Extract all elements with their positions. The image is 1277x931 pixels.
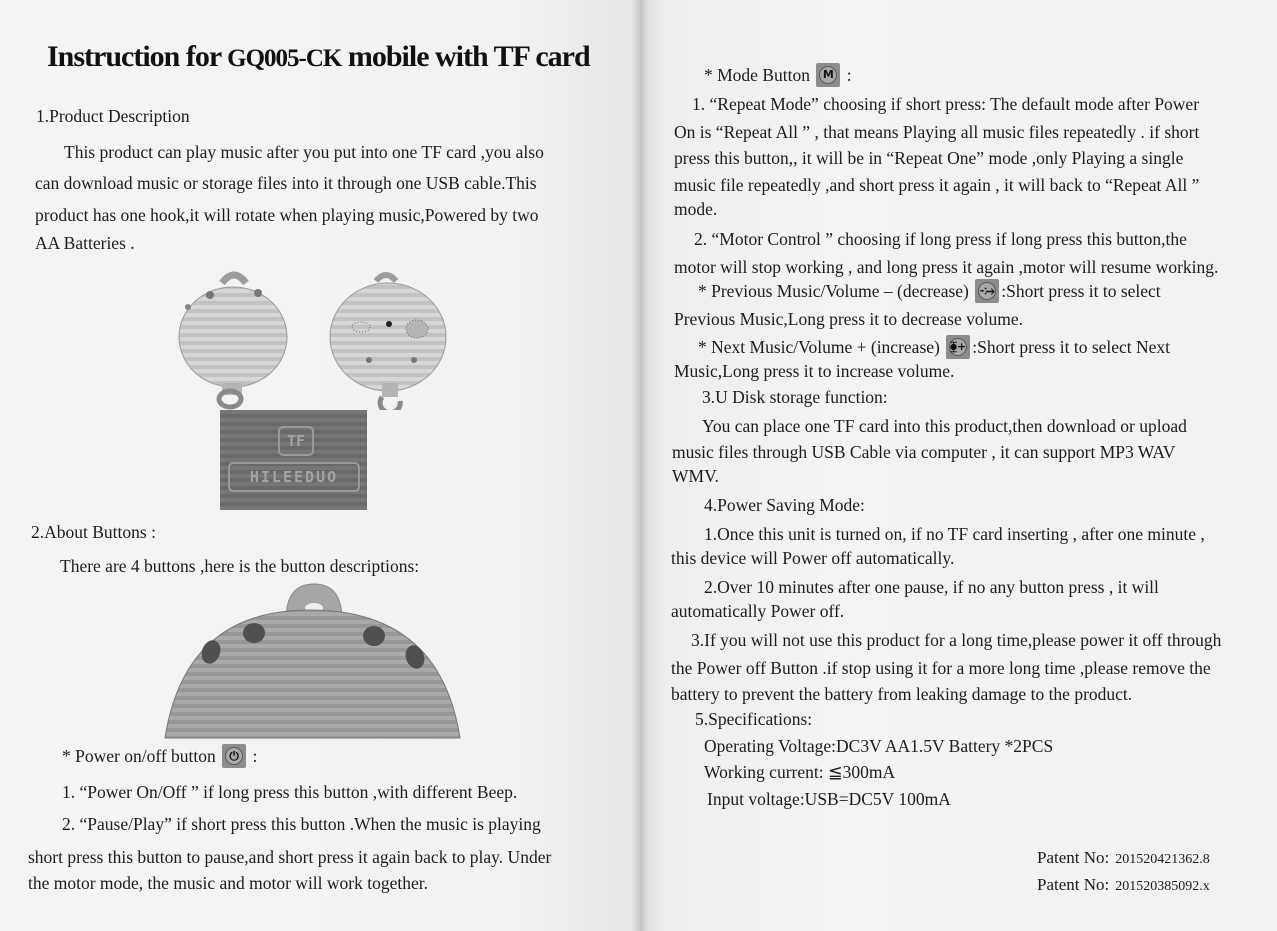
section1-line: This product can play music after you put into one TF card ,you also — [64, 142, 544, 162]
section1-line: AA Batteries . — [35, 233, 135, 253]
previous-description: :Short press it to select — [1001, 281, 1161, 302]
section4-line: 1.Once this unit is turned on, if no TF card inserting , after one minute , — [704, 524, 1205, 544]
patent-number — [1037, 875, 1210, 895]
mode-icon-glyph: M — [819, 66, 837, 84]
mode-line: press this button,, it will be in “Repeat One” mode ,only Playing a single — [674, 148, 1184, 168]
document-title — [47, 40, 590, 74]
mode-line: 1. “Repeat Mode” choosing if short press: The default mode after Power — [692, 94, 1200, 114]
section2-heading: 2.About Buttons : — [31, 522, 156, 542]
section1-line: product has one hook,it will rotate when playing music,Powered by two — [35, 205, 539, 225]
patent-value: 201520385092.x — [1115, 879, 1210, 894]
power-line: short press this button to pause,and short press it again back to play. Under — [28, 847, 552, 867]
page-fold — [632, 0, 648, 931]
section3-heading: 3.U Disk storage function: — [702, 387, 888, 407]
tf-logo-brand: HILEEDUO — [228, 462, 360, 492]
mode-line: motor will stop working , and long press it again ,motor will resume working. — [674, 257, 1219, 277]
title-model: GQ005-CK — [227, 45, 342, 72]
product-front-image — [179, 275, 287, 407]
mode-line: On is “Repeat All ” , that means Playing all music files repeatedly . if short — [674, 122, 1200, 142]
next-button-row — [698, 337, 1170, 361]
section5-heading: 5.Specifications: — [695, 709, 813, 729]
next-icon-glyph: ⧳+ — [949, 338, 967, 356]
next-line: Music,Long press it to increase volume. — [674, 361, 955, 381]
power-line: the motor mode, the music and motor will work together. — [28, 873, 428, 893]
mode-line: 2. “Motor Control ” choosing if long press if long press this button,the — [694, 229, 1187, 249]
tf-logo-image — [220, 410, 367, 510]
previous-button-row — [698, 281, 1161, 305]
tf-logo-text: TF — [278, 426, 314, 456]
previous-icon-glyph: -⧴ — [978, 282, 996, 300]
section1-heading: 1.Product Description — [36, 106, 190, 126]
section4-heading: 4.Power Saving Mode: — [704, 495, 865, 515]
title-suffix: mobile with TF card — [341, 40, 590, 73]
section4-line: this device will Power off automatically. — [671, 548, 955, 568]
next-button-label: * Next Music/Volume + (increase) — [698, 337, 940, 358]
power-button-label: * Power on/off button — [62, 746, 216, 767]
next-description: :Short press it to select Next — [972, 337, 1171, 358]
product-buttons-photo — [160, 580, 465, 742]
section4-line: 3.If you will not use this product for a long time,please power it off through — [691, 630, 1222, 650]
product-back-image — [330, 275, 446, 410]
previous-icon — [975, 279, 999, 303]
power-icon: ⏻ — [222, 744, 246, 768]
patent-number — [1037, 848, 1210, 868]
product-photo-front-back — [160, 265, 450, 410]
title-prefix: Instruction for — [47, 40, 228, 73]
section4-line: 2.Over 10 minutes after one pause, if no any button press , it will — [704, 577, 1159, 597]
patent-label: Patent No: — [1037, 848, 1110, 867]
section4-line: battery to prevent the battery from leaking damage to the product. — [671, 684, 1133, 704]
power-line: 2. “Pause/Play” if short press this button .When the music is playing — [62, 814, 541, 834]
mode-colon: : — [846, 65, 852, 86]
spec-item: Operating Voltage:DC3V AA1.5V Battery *2PCS — [704, 736, 1054, 756]
patent-label: Patent No: — [1037, 875, 1110, 894]
patent-value: 201520421362.8 — [1115, 852, 1210, 867]
mode-line: mode. — [674, 199, 718, 219]
spec-item: Working current: ≦300mA — [704, 762, 896, 782]
power-button-row — [62, 746, 257, 770]
section4-line: the Power off Button .if stop using it for a more long time ,please remove the — [671, 658, 1211, 678]
section3-line: You can place one TF card into this product,then download or upload — [702, 416, 1187, 436]
previous-button-label: * Previous Music/Volume – (decrease) — [698, 281, 969, 302]
mode-button-row — [704, 65, 852, 89]
section4-line: automatically Power off. — [671, 601, 845, 621]
mode-button-label: * Mode Button — [704, 65, 810, 86]
next-icon — [946, 335, 970, 359]
section3-line: music files through USB Cable via computer , it can support MP3 WAV — [672, 442, 1176, 462]
power-line: 1. “Power On/Off ” if long press this button ,with different Beep. — [62, 782, 518, 802]
section2-intro: There are 4 buttons ,here is the button descriptions: — [60, 556, 420, 576]
power-colon: : — [252, 746, 258, 767]
section1-line: can download music or storage files into it through one USB cable.This — [35, 173, 537, 193]
mode-line: music file repeatedly ,and short press it again , it will back to “Repeat All ” — [674, 175, 1200, 195]
spec-item: Input voltage:USB=DC5V 100mA — [707, 789, 951, 809]
mode-icon — [816, 63, 840, 87]
section3-line: WMV. — [672, 466, 719, 486]
previous-line: Previous Music,Long press it to decrease volume. — [674, 309, 1023, 329]
